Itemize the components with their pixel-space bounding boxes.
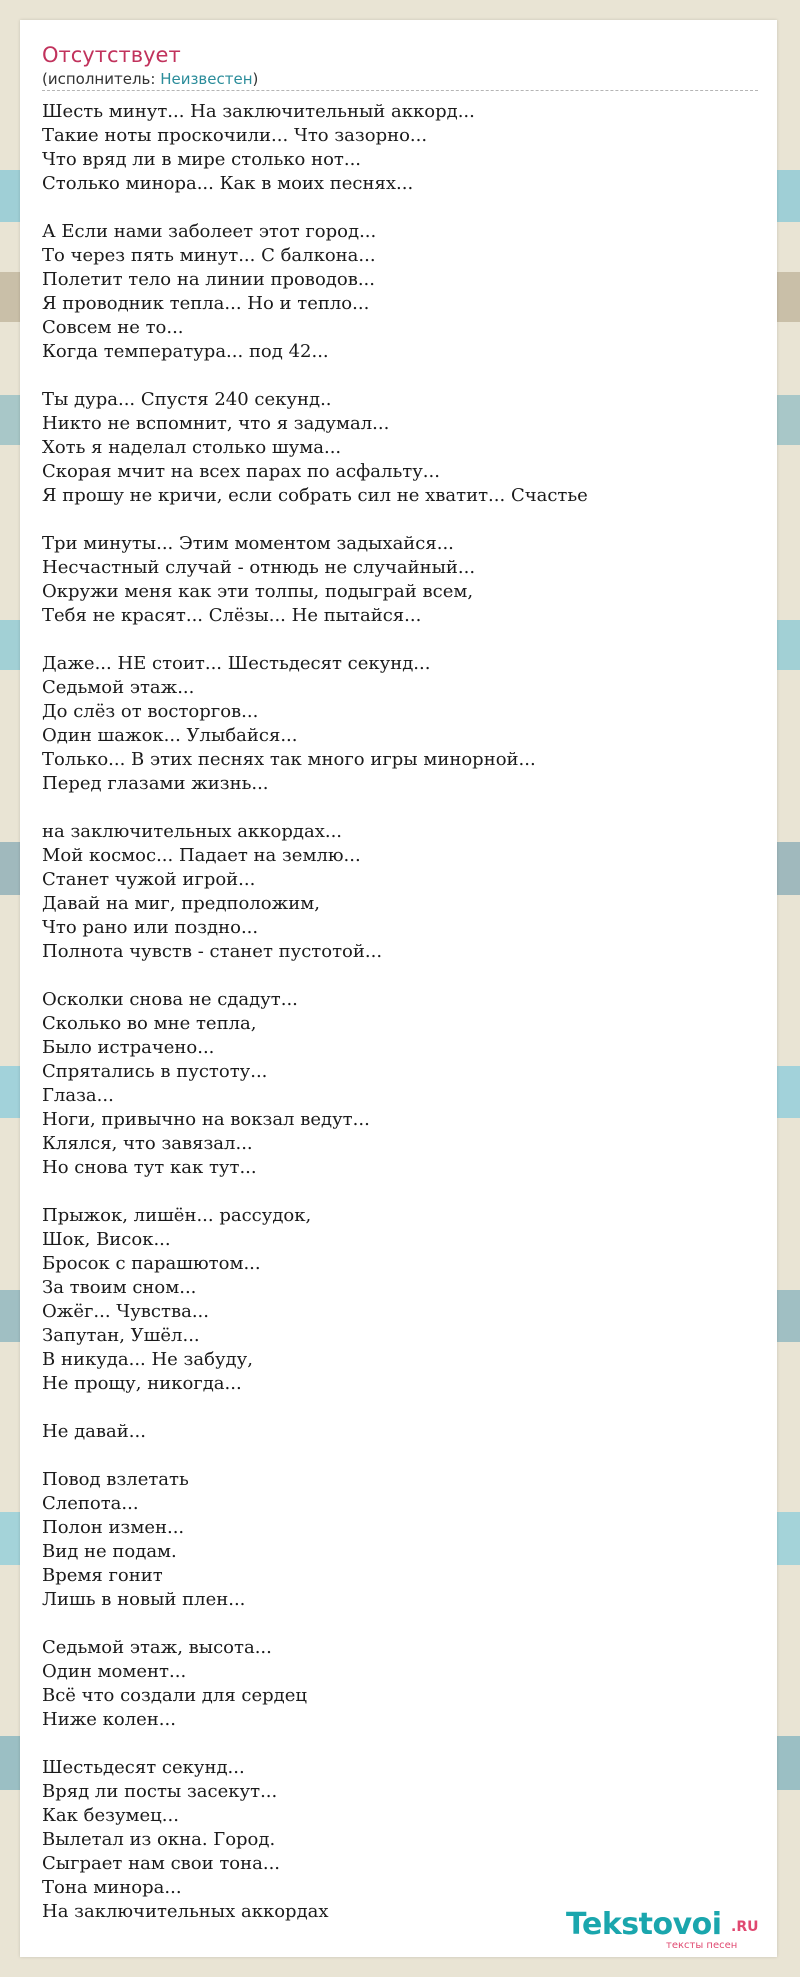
lyrics-line: Хоть я наделал столько шума... [42, 437, 342, 458]
lyrics-line: Я проводник тепла... Но и тепло... [42, 293, 370, 314]
lyrics-blank-line [42, 1444, 762, 1468]
lyrics-line: То через пять минут... С балкона... [42, 245, 376, 266]
lyrics-line: Один шажок... Улыбайся... [42, 725, 298, 746]
lyrics-blank-line [42, 364, 762, 388]
lyrics-line: Окружи меня как эти толпы, подыграй всем, [42, 581, 474, 602]
lyrics-line: Было истрачено... [42, 1037, 215, 1058]
lyrics-line: Как безумец... [42, 1805, 179, 1826]
lyrics-line: Я прошу не кричи, если собрать сил не хватит... Счастье [42, 485, 588, 506]
lyrics-text [42, 100, 762, 1924]
lyrics-line: Запутан, Ушёл... [42, 1325, 200, 1346]
lyrics-line: Время гонит [42, 1565, 163, 1586]
artist-link[interactable]: Неизвестен [160, 70, 253, 88]
artist-prefix: (исполнитель: [42, 70, 161, 88]
lyrics-line: Но снова тут как тут... [42, 1157, 257, 1178]
lyrics-line: Совсем не то... [42, 317, 184, 338]
lyrics-line: Три минуты... Этим моментом задыхайся... [42, 533, 454, 554]
lyrics-line: Вряд ли посты засекут... [42, 1781, 278, 1802]
lyrics-line: За твоим сном... [42, 1277, 197, 1298]
lyrics-line: Тона минора... [42, 1877, 182, 1898]
lyrics-line: Шестьдесят секунд... [42, 1757, 245, 1778]
lyrics-line: Не давай... [42, 1421, 146, 1442]
lyrics-line: Седьмой этаж... [42, 677, 195, 698]
lyrics-line: Седьмой этаж, высота... [42, 1637, 272, 1658]
lyrics-line: На заключительных аккордах [42, 1901, 329, 1922]
lyrics-line: Шесть минут... На заключительный аккорд... [42, 101, 475, 122]
lyrics-line: Сколько во мне тепла, [42, 1013, 257, 1034]
site-logo[interactable] [566, 1908, 766, 1952]
lyrics-line: Полнота чувств - станет пустотой... [42, 941, 383, 962]
lyrics-blank-line [42, 964, 762, 988]
lyrics-line: Скорая мчит на всех парах по асфальту... [42, 461, 440, 482]
lyrics-line: Ожёг... Чувства... [42, 1301, 209, 1322]
lyrics-line: Столько минора... Как в моих песнях... [42, 173, 414, 194]
lyrics-line: Вылетал из окна. Город. [42, 1829, 276, 1850]
lyrics-line: Перед глазами жизнь... [42, 773, 269, 794]
logo-wordmark: Tekstovoi [566, 1907, 722, 1942]
lyrics-line: Повод взлетать [42, 1469, 189, 1490]
artist-line [42, 70, 758, 88]
lyrics-line: Ниже колен... [42, 1709, 176, 1730]
lyrics-line: Давай на миг, предположим, [42, 893, 320, 914]
lyrics-line: До слёз от восторгов... [42, 701, 259, 722]
lyrics-line: Ноги, привычно на вокзал ведут... [42, 1109, 370, 1130]
lyrics-line: Вид не подам. [42, 1541, 177, 1562]
lyrics-line: Мой космос... Падает на землю... [42, 845, 361, 866]
logo-tld: .RU [731, 1919, 759, 1935]
lyrics-line: Всё что создали для сердец [42, 1685, 307, 1706]
lyrics-blank-line [42, 796, 762, 820]
lyrics-line: Даже... НЕ стоит... Шестьдесят секунд... [42, 653, 431, 674]
lyrics-line: В никуда... Не забуду, [42, 1349, 253, 1370]
lyrics-line: Ты дура... Спустя 240 секунд.. [42, 389, 332, 410]
song-title: Отсутствует [42, 43, 181, 67]
artist-suffix: ) [252, 70, 259, 88]
lyrics-line: Один момент... [42, 1661, 187, 1682]
lyrics-blank-line [42, 196, 762, 220]
lyrics-line: Только... В этих песнях так много игры минорной... [42, 749, 536, 770]
lyrics-line: Полон измен... [42, 1517, 185, 1538]
lyrics-line: Станет чужой игрой... [42, 869, 256, 890]
lyrics-line: Осколки снова не сдадут... [42, 989, 298, 1010]
lyrics-line: Никто не вспомнит, что я задумал... [42, 413, 390, 434]
lyrics-line: Что вряд ли в мире столько нот... [42, 149, 362, 170]
lyrics-line: Бросок с парашютом... [42, 1253, 261, 1274]
lyrics-line: Такие ноты проскочили... Что зазорно... [42, 125, 428, 146]
lyrics-line: Не прощу, никогда... [42, 1373, 242, 1394]
lyrics-card [20, 20, 777, 1957]
lyrics-line: Клялся, что завязал... [42, 1133, 253, 1154]
lyrics-line: А Если нами заболеет этот город... [42, 221, 377, 242]
lyrics-blank-line [42, 628, 762, 652]
lyrics-blank-line [42, 508, 762, 532]
lyrics-line: Лишь в новый плен... [42, 1589, 246, 1610]
lyrics-line: Прыжок, лишён... рассудок, [42, 1205, 312, 1226]
lyrics-blank-line [42, 1612, 762, 1636]
lyrics-line: Полетит тело на линии проводов... [42, 269, 375, 290]
lyrics-line: Что рано или поздно... [42, 917, 259, 938]
logo-tagline: тексты песен [666, 1940, 738, 1951]
lyrics-blank-line [42, 1180, 762, 1204]
lyrics-line: на заключительных аккордах... [42, 821, 343, 842]
lyrics-line: Глаза... [42, 1085, 114, 1106]
lyrics-line: Спрятались в пустоту... [42, 1061, 268, 1082]
lyrics-blank-line [42, 1396, 762, 1420]
lyrics-line: Тебя не красят... Слёзы... Не пытайся... [42, 605, 422, 626]
lyrics-line: Шок, Висок... [42, 1229, 171, 1250]
lyrics-line: Сыграет нам свои тона... [42, 1853, 281, 1874]
song-header [42, 40, 758, 91]
lyrics-line: Несчастный случай - отнюдь не случайный... [42, 557, 476, 578]
lyrics-line: Когда температура... под 42... [42, 341, 329, 362]
lyrics-blank-line [42, 1732, 762, 1756]
lyrics-line: Слепота... [42, 1493, 139, 1514]
